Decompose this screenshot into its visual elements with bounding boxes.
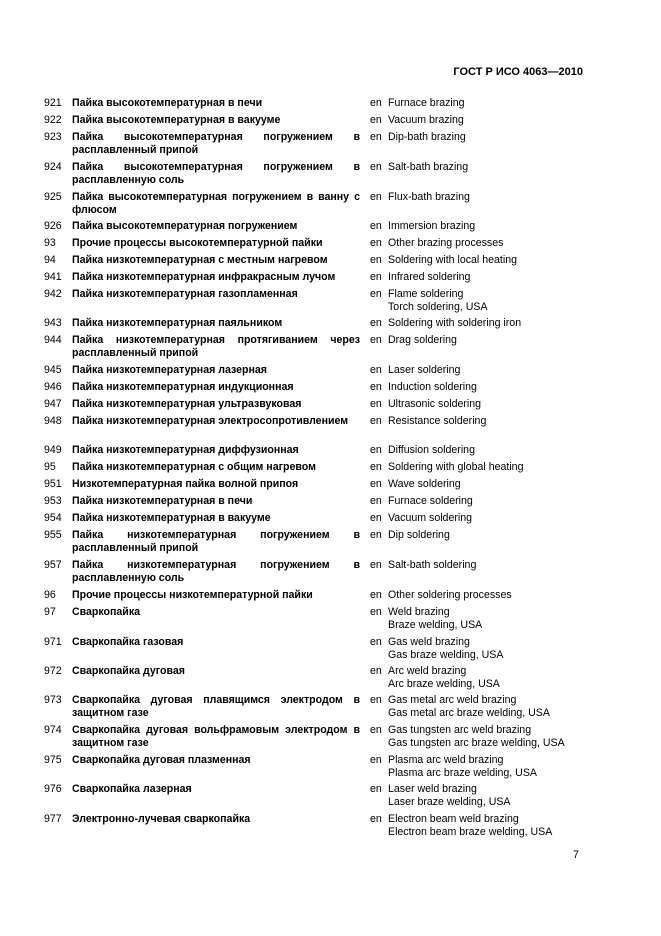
term-english: [388, 589, 628, 602]
language-code: en: [370, 589, 382, 601]
term-english-line: Arc braze welding, USA: [388, 677, 500, 690]
term-english: [388, 665, 628, 691]
term-number: 944: [44, 334, 62, 346]
term-row: [0, 191, 661, 220]
term-russian: Пайка высокотемпературная погружением: [72, 220, 298, 232]
language-code: en: [370, 398, 382, 410]
term-row: [0, 495, 661, 512]
term-russian: Пайка низкотемпературная газопламенная: [72, 288, 298, 300]
term-english: [388, 754, 628, 780]
term-english: [388, 478, 628, 491]
term-english: [388, 97, 628, 110]
term-english-line: Soldering with soldering iron: [388, 317, 522, 329]
term-russian: Пайка низкотемпературная электросопротивлением: [72, 415, 349, 427]
term-english-line: Furnace brazing: [388, 97, 465, 109]
language-code: en: [370, 254, 382, 266]
term-english-line: Flame soldering: [388, 288, 464, 300]
term-english-line: Diffusion soldering: [388, 444, 475, 456]
term-english-line: Gas metal arc weld brazing: [388, 694, 517, 706]
term-english: [388, 334, 628, 347]
term-number: 975: [44, 754, 62, 766]
term-english-line: Salt-bath soldering: [388, 559, 477, 571]
term-row: [0, 271, 661, 288]
term-english-line: Plasma arc weld brazing: [388, 754, 504, 766]
term-english: [388, 317, 628, 330]
term-english-line: Laser soldering: [388, 364, 461, 376]
term-row: [0, 512, 661, 529]
term-number: 941: [44, 271, 62, 283]
term-english-line: Soldering with local heating: [388, 254, 517, 266]
term-russian: Пайка низкотемпературная протягиванием через расплавленный припой: [72, 334, 360, 359]
term-english-line: Drag soldering: [388, 334, 457, 346]
term-number: 947: [44, 398, 62, 410]
term-row: [0, 665, 661, 694]
language-code: en: [370, 271, 382, 283]
term-russian: Пайка низкотемпературная с местным нагревом: [72, 254, 328, 266]
term-row: [0, 131, 661, 161]
term-row: [0, 813, 661, 843]
term-english-line: Arc weld brazing: [388, 665, 467, 677]
term-english: [388, 461, 628, 474]
term-english: [388, 220, 628, 233]
term-row: [0, 461, 661, 478]
language-code: en: [370, 636, 382, 648]
term-russian: Пайка низкотемпературная погружением в расплавленную соль: [72, 559, 360, 584]
term-english: [388, 606, 628, 632]
term-english: [388, 559, 628, 572]
term-number: 951: [44, 478, 62, 490]
term-english-line: Electron beam weld brazing: [388, 813, 519, 825]
language-code: en: [370, 754, 382, 766]
term-row: [0, 317, 661, 334]
term-russian: Низкотемпературная пайка волной припоя: [72, 478, 299, 490]
term-russian: Пайка высокотемпературная погружением в расплавленный припой: [72, 131, 360, 156]
term-number: 942: [44, 288, 62, 300]
term-number: 972: [44, 665, 62, 677]
term-number: 976: [44, 783, 62, 795]
term-row: [0, 334, 661, 364]
language-code: en: [370, 724, 382, 736]
term-english-line: Braze welding, USA: [388, 618, 483, 631]
term-english: [388, 271, 628, 284]
term-row: [0, 161, 661, 191]
language-code: en: [370, 478, 382, 490]
term-row: [0, 381, 661, 398]
term-row: [0, 606, 661, 636]
term-row: [0, 398, 661, 415]
term-english: [388, 131, 628, 144]
language-code: en: [370, 495, 382, 507]
term-number: 974: [44, 724, 62, 736]
term-number: 93: [44, 237, 56, 249]
term-russian: Пайка низкотемпературная погружением в расплавленный припой: [72, 529, 360, 554]
language-code: en: [370, 237, 382, 249]
term-english-line: Gas tungsten arc braze welding, USA: [388, 736, 565, 749]
term-english: [388, 813, 628, 839]
term-number: 946: [44, 381, 62, 393]
term-row: [0, 636, 661, 665]
term-english-line: Furnace soldering: [388, 495, 473, 507]
term-english-line: Dip soldering: [388, 529, 450, 541]
term-english: [388, 636, 628, 662]
term-number: 977: [44, 813, 62, 825]
term-english-line: Induction soldering: [388, 381, 477, 393]
term-english-line: Torch soldering, USA: [388, 300, 488, 313]
term-english: [388, 415, 628, 428]
term-row: [0, 114, 661, 131]
language-code: en: [370, 191, 382, 203]
term-russian: Электронно-лучевая сваркопайка: [72, 813, 251, 825]
language-code: en: [370, 813, 382, 825]
language-code: en: [370, 783, 382, 795]
term-english: [388, 398, 628, 411]
term-number: 924: [44, 161, 62, 173]
term-english-line: Gas braze welding, USA: [388, 648, 504, 661]
term-english-line: Gas metal arc braze welding, USA: [388, 706, 550, 719]
term-number: 921: [44, 97, 62, 109]
term-english: [388, 444, 628, 457]
language-code: en: [370, 161, 382, 173]
term-row: [0, 97, 661, 114]
term-english: [388, 114, 628, 127]
term-english-line: Other soldering processes: [388, 589, 512, 601]
term-english-line: Wave soldering: [388, 478, 461, 490]
term-russian: Пайка высокотемпературная в вакууме: [72, 114, 281, 126]
term-english-line: Soldering with global heating: [388, 461, 524, 473]
term-russian: Прочие процессы низкотемпературной пайки: [72, 589, 313, 601]
term-russian: Пайка низкотемпературная диффузионная: [72, 444, 299, 456]
term-english-line: Infrared soldering: [388, 271, 471, 283]
term-number: 955: [44, 529, 62, 541]
term-english-line: Salt-bath brazing: [388, 161, 469, 173]
term-english-line: Immersion brazing: [388, 220, 476, 232]
term-english: [388, 724, 628, 750]
term-number: 94: [44, 254, 56, 266]
language-code: en: [370, 288, 382, 300]
language-code: en: [370, 461, 382, 473]
term-english: [388, 237, 628, 250]
term-english-line: Gas weld brazing: [388, 636, 470, 648]
term-english-line: Vacuum soldering: [388, 512, 473, 524]
term-english-line: Dip-bath brazing: [388, 131, 466, 143]
term-russian: Пайка низкотемпературная в печи: [72, 495, 253, 507]
language-code: en: [370, 131, 382, 143]
term-number: 949: [44, 444, 62, 456]
term-english-line: Gas tungsten arc weld brazing: [388, 724, 532, 736]
term-english-line: Flux-bath brazing: [388, 191, 470, 203]
term-english: [388, 495, 628, 508]
term-row: [0, 364, 661, 381]
language-code: en: [370, 220, 382, 232]
language-code: en: [370, 559, 382, 571]
term-number: 954: [44, 512, 62, 524]
term-russian: Пайка высокотемпературная погружением в ванну с флюсом: [72, 191, 360, 216]
term-number: 923: [44, 131, 62, 143]
term-russian: Пайка низкотемпературная в вакууме: [72, 512, 271, 524]
term-english: [388, 529, 628, 542]
term-number: 953: [44, 495, 62, 507]
term-russian: Сваркопайка: [72, 606, 141, 618]
term-row: [0, 288, 661, 317]
term-english: [388, 364, 628, 377]
term-row: [0, 220, 661, 237]
term-row: [0, 559, 661, 589]
term-row: [0, 754, 661, 783]
term-english: [388, 512, 628, 525]
term-english: [388, 694, 628, 720]
language-code: en: [370, 97, 382, 109]
term-english-line: Laser weld brazing: [388, 783, 477, 795]
term-row: [0, 783, 661, 813]
term-row: [0, 237, 661, 254]
term-russian: Пайка высокотемпературная погружением в расплавленную соль: [72, 161, 360, 186]
term-russian: Сваркопайка дуговая вольфрамовым электродом в защитном газе: [72, 724, 360, 749]
term-english: [388, 161, 628, 174]
term-english-line: Laser braze welding, USA: [388, 795, 511, 808]
language-code: en: [370, 444, 382, 456]
document-header: ГОСТ Р ИСО 4063—2010: [453, 66, 583, 78]
term-row: [0, 724, 661, 754]
language-code: en: [370, 317, 382, 329]
term-english-line: Plasma arc braze welding, USA: [388, 766, 537, 779]
term-english-line: Weld brazing: [388, 606, 450, 618]
term-row: [0, 254, 661, 271]
term-number: 922: [44, 114, 62, 126]
language-code: en: [370, 665, 382, 677]
term-english-line: Electron beam braze welding, USA: [388, 825, 553, 838]
term-row: [0, 529, 661, 559]
language-code: en: [370, 114, 382, 126]
term-number: 96: [44, 589, 56, 601]
term-russian: Сваркопайка дуговая плазменная: [72, 754, 251, 766]
term-row: [0, 694, 661, 724]
term-russian: Пайка низкотемпературная ультразвуковая: [72, 398, 302, 410]
language-code: en: [370, 606, 382, 618]
term-english: [388, 191, 628, 204]
language-code: en: [370, 529, 382, 541]
term-russian: Пайка низкотемпературная лазерная: [72, 364, 267, 376]
term-russian: Сваркопайка лазерная: [72, 783, 192, 795]
term-english: [388, 783, 628, 809]
term-row: [0, 444, 661, 461]
term-number: 925: [44, 191, 62, 203]
term-russian: Пайка низкотемпературная паяльником: [72, 317, 283, 329]
term-english-line: Other brazing processes: [388, 237, 504, 249]
language-code: en: [370, 415, 382, 427]
terms-list: [0, 97, 661, 843]
language-code: en: [370, 364, 382, 376]
term-english: [388, 288, 628, 314]
term-number: 95: [44, 461, 56, 473]
term-english-line: Ultrasonic soldering: [388, 398, 482, 410]
language-code: en: [370, 381, 382, 393]
term-row: [0, 415, 661, 444]
term-number: 957: [44, 559, 62, 571]
term-english: [388, 381, 628, 394]
term-russian: Пайка низкотемпературная индукционная: [72, 381, 294, 393]
term-number: 945: [44, 364, 62, 376]
term-russian: Пайка низкотемпературная с общим нагревом: [72, 461, 316, 473]
page-number: 7: [573, 849, 579, 861]
term-english-line: Vacuum brazing: [388, 114, 464, 126]
term-russian: Пайка низкотемпературная инфракрасным лучом: [72, 271, 336, 283]
term-english: [388, 254, 628, 267]
term-russian: Сваркопайка дуговая: [72, 665, 185, 677]
term-number: 971: [44, 636, 62, 648]
term-number: 943: [44, 317, 62, 329]
term-number: 97: [44, 606, 56, 618]
term-russian: Пайка высокотемпературная в печи: [72, 97, 263, 109]
language-code: en: [370, 512, 382, 524]
term-number: 973: [44, 694, 62, 706]
term-number: 926: [44, 220, 62, 232]
language-code: en: [370, 694, 382, 706]
language-code: en: [370, 334, 382, 346]
term-russian: Сваркопайка дуговая плавящимся электродом в защитном газе: [72, 694, 360, 719]
term-row: [0, 478, 661, 495]
term-russian: Прочие процессы высокотемпературной пайки: [72, 237, 323, 249]
term-english-line: Resistance soldering: [388, 415, 487, 427]
term-russian: Сваркопайка газовая: [72, 636, 184, 648]
term-row: [0, 589, 661, 606]
term-number: 948: [44, 415, 62, 427]
